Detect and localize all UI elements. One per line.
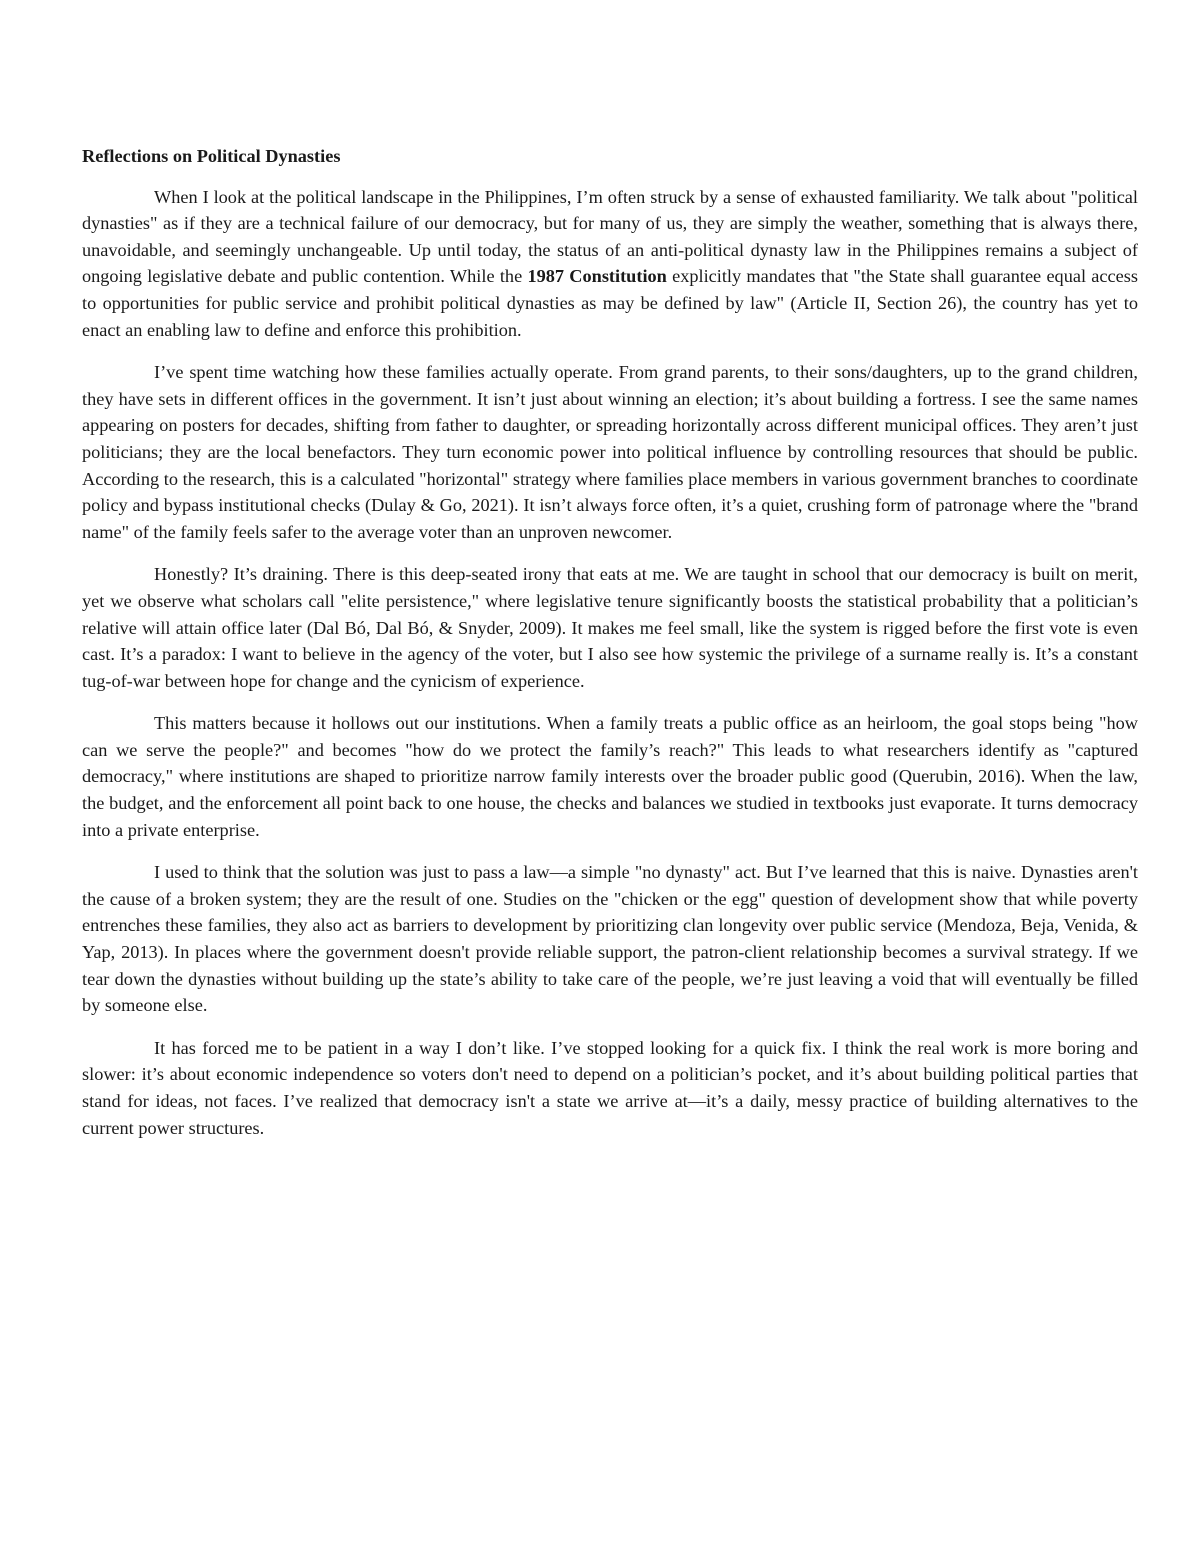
paragraph-4: This matters because it hollows out our institutions. When a family treats a public office as an heirloom, the goal stops being "how can we serve the people?" and becomes "how do we protect the family’s reach?" This leads to what researchers identify as "captured democracy," where institutions are shaped to prioritize narrow family interests over the broader public good (Querubin, 2016). When the law, the budget, and the enforcement all point back to one house, the checks and balances we studied in textbooks just evaporate. It turns democracy into a private enterprise.	[82, 713, 1138, 840]
paragraph-2: I’ve spent time watching how these families actually operate. From grand parents, to their sons/daughters, up to the grand children, they have sets in different offices in the government. It isn’t just about winning an election; it’s about building a fortress. I see the same names appearing on posters for decades, shifting from father to daughter, or spreading horizontally across different municipal offices. They aren’t just politicians; they are the local benefactors. They turn economic power into political influence by controlling resources that should be public. According to the research, this is a calculated "horizontal" strategy where families place members in various government branches to coordinate policy and bypass institutional checks (Dulay & Go, 2021). It isn’t always force often, it’s a quiet, crushing form of patronage where the "brand name" of the family feels safer to the average voter than an unproven newcomer.	[82, 362, 1138, 542]
constitution-bold-text: 1987 Constitution	[527, 266, 667, 287]
paragraph-5: I used to think that the solution was just to pass a law—a simple "no dynasty" act. But I’ve learned that this is naive. Dynasties aren't the cause of a broken system; they are the result of one. Studies on the "chicken or the egg" question of development show that while poverty entrenches these families, they also act as barriers to development by prioritizing clan longevity over public service (Mendoza, Beja, Venida, & Yap, 2013). In places where the government doesn't provide reliable support, the patron-client relationship becomes a survival strategy. If we tear down the dynasties without building up the state’s ability to take care of the people, we’re just leaving a void that will eventually be filled by someone else.	[82, 862, 1138, 1016]
paragraph-6: It has forced me to be patient in a way I don’t like. I’ve stopped looking for a quick fix. I think the real work is more boring and slower: it’s about economic independence so voters don't need to depend on a politician’s pocket, and it’s about building political parties that stand for ideas, not faces. I’ve realized that democracy isn't a state we arrive at—it’s a daily, messy practice of building alternatives to the current power structures.	[82, 1037, 1138, 1138]
paragraph-3: Honestly? It’s draining. There is this deep-seated irony that eats at me. We are taught in school that our democracy is built on merit, yet we observe what scholars call "elite persistence," where legislative tenure significantly boosts the statistical probability that a politician’s relative will attain office later (Dal Bó, Dal Bó, & Snyder, 2009). It makes me feel small, like the system is rigged before the first vote is even cast. It’s a paradox: I want to believe in the agency of the voter, but I also see how systemic the privilege of a surname really is. It’s a constant tug-of-war between hope for change and the cynicism of experience.	[82, 564, 1138, 691]
paragraph-1	[82, 184, 1138, 344]
paragraph-1-text-end: explicitly mandates that "the State shall guarantee equal access to opportunities for public service and prohibit political dynasties as may be defined by law" (Article II, Section 26), the country has yet to enact an enabling law to define and enforce this prohibition.	[82, 266, 1138, 340]
document-body	[82, 143, 1138, 1157]
paragraph-1-text-start: When I look at the political landscape in the Philippines, I’m often struck by a sense of exhausted familiarity. We talk about "political dynasties" as if they are a technical failure of our democracy, but for many of us, they are simply the weather, something that is always there, unavoidable, and seemingly unchangeable. Up until today, the status of an anti-political dynasty law in the Philippines remains a subject of ongoing legislative debate and public contention. While the	[82, 186, 1138, 287]
document-title: Reflections on Political Dynasties	[82, 146, 341, 166]
